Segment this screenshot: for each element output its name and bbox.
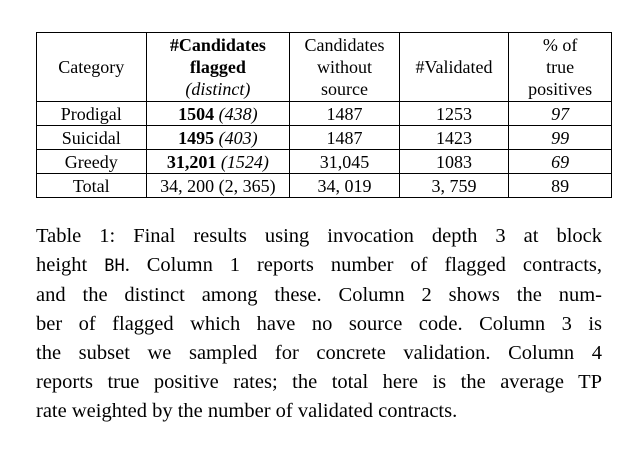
cell-category: Greedy — [37, 150, 147, 174]
caption-line — [36, 251, 602, 281]
flagged-count: 1504 — [178, 104, 215, 124]
caption-line — [36, 397, 602, 426]
cell-no-source: 1487 — [290, 102, 400, 126]
cell-category: Prodigal — [37, 102, 147, 126]
header-row — [37, 33, 612, 102]
cell-tp: 99 — [509, 126, 612, 150]
table-caption — [36, 222, 602, 426]
caption-code: BH — [104, 256, 125, 276]
cell-flagged: 34, 200 (2, 365) — [146, 174, 290, 198]
cell-validated: 1083 — [399, 150, 509, 174]
cell-no-source: 31,045 — [290, 150, 400, 174]
header-tp-line-2: true — [546, 57, 575, 77]
caption-line — [36, 222, 602, 251]
cell-flagged — [146, 102, 290, 126]
cell-validated: 1423 — [399, 126, 509, 150]
header-validated — [399, 33, 509, 102]
table-row — [37, 150, 612, 174]
header-no-source — [290, 33, 400, 102]
caption-text: . Column 1 reports number of flagged contracts, — [124, 254, 602, 276]
caption-text: the subset we sampled for concrete validation. Column 4 — [36, 342, 602, 364]
header-flagged — [146, 33, 290, 102]
header-tp-line-3: positives — [528, 79, 593, 99]
caption-text: and the distinct among these. Column 2 shows the num- — [36, 284, 602, 306]
cell-flagged — [146, 150, 290, 174]
cell-tp: 97 — [509, 102, 612, 126]
table-row-total — [37, 174, 612, 198]
distinct-count: (438) — [218, 104, 258, 124]
cell-tp: 89 — [509, 174, 612, 198]
caption-line — [36, 310, 602, 339]
header-flagged-line-3: (distinct) — [185, 79, 251, 99]
cell-validated: 1253 — [399, 102, 509, 126]
header-tp-line-1: % of — [542, 35, 578, 55]
cell-category: Suicidal — [37, 126, 147, 150]
caption-text: height — [36, 254, 105, 276]
cell-category: Total — [37, 174, 147, 198]
caption-text: Table 1: Final results using invocation depth 3 at block — [36, 225, 602, 247]
header-no-source-line-3: source — [321, 79, 369, 99]
cell-flagged — [146, 126, 290, 150]
cell-no-source: 1487 — [290, 126, 400, 150]
cell-no-source: 34, 019 — [290, 174, 400, 198]
caption-line — [36, 281, 602, 310]
flagged-count: 31,201 — [166, 152, 217, 172]
header-no-source-line-2: without — [317, 57, 373, 77]
table-row — [37, 102, 612, 126]
flagged-count: 1495 — [178, 128, 215, 148]
results-table — [36, 32, 612, 198]
caption-line — [36, 368, 602, 397]
header-no-source-line-1: Candidates — [304, 35, 385, 55]
header-category-label: Category — [58, 57, 125, 77]
header-validated-label: #Validated — [415, 57, 493, 77]
distinct-count: (1524) — [220, 152, 269, 172]
caption-text: rate weighted by the number of validated contracts. — [36, 400, 458, 422]
caption-text: ber of flagged which have no source code. Column 3 is — [36, 313, 602, 335]
header-flagged-line-1: #Candidates — [169, 35, 266, 55]
caption-line — [36, 339, 602, 368]
table-row — [37, 126, 612, 150]
cell-validated: 3, 759 — [399, 174, 509, 198]
cell-tp: 69 — [509, 150, 612, 174]
header-flagged-line-2: flagged — [189, 57, 246, 77]
header-tp — [509, 33, 612, 102]
distinct-count: (403) — [218, 128, 258, 148]
caption-text: reports true positive rates; the total here is the average TP — [36, 371, 602, 393]
header-category — [37, 33, 147, 102]
